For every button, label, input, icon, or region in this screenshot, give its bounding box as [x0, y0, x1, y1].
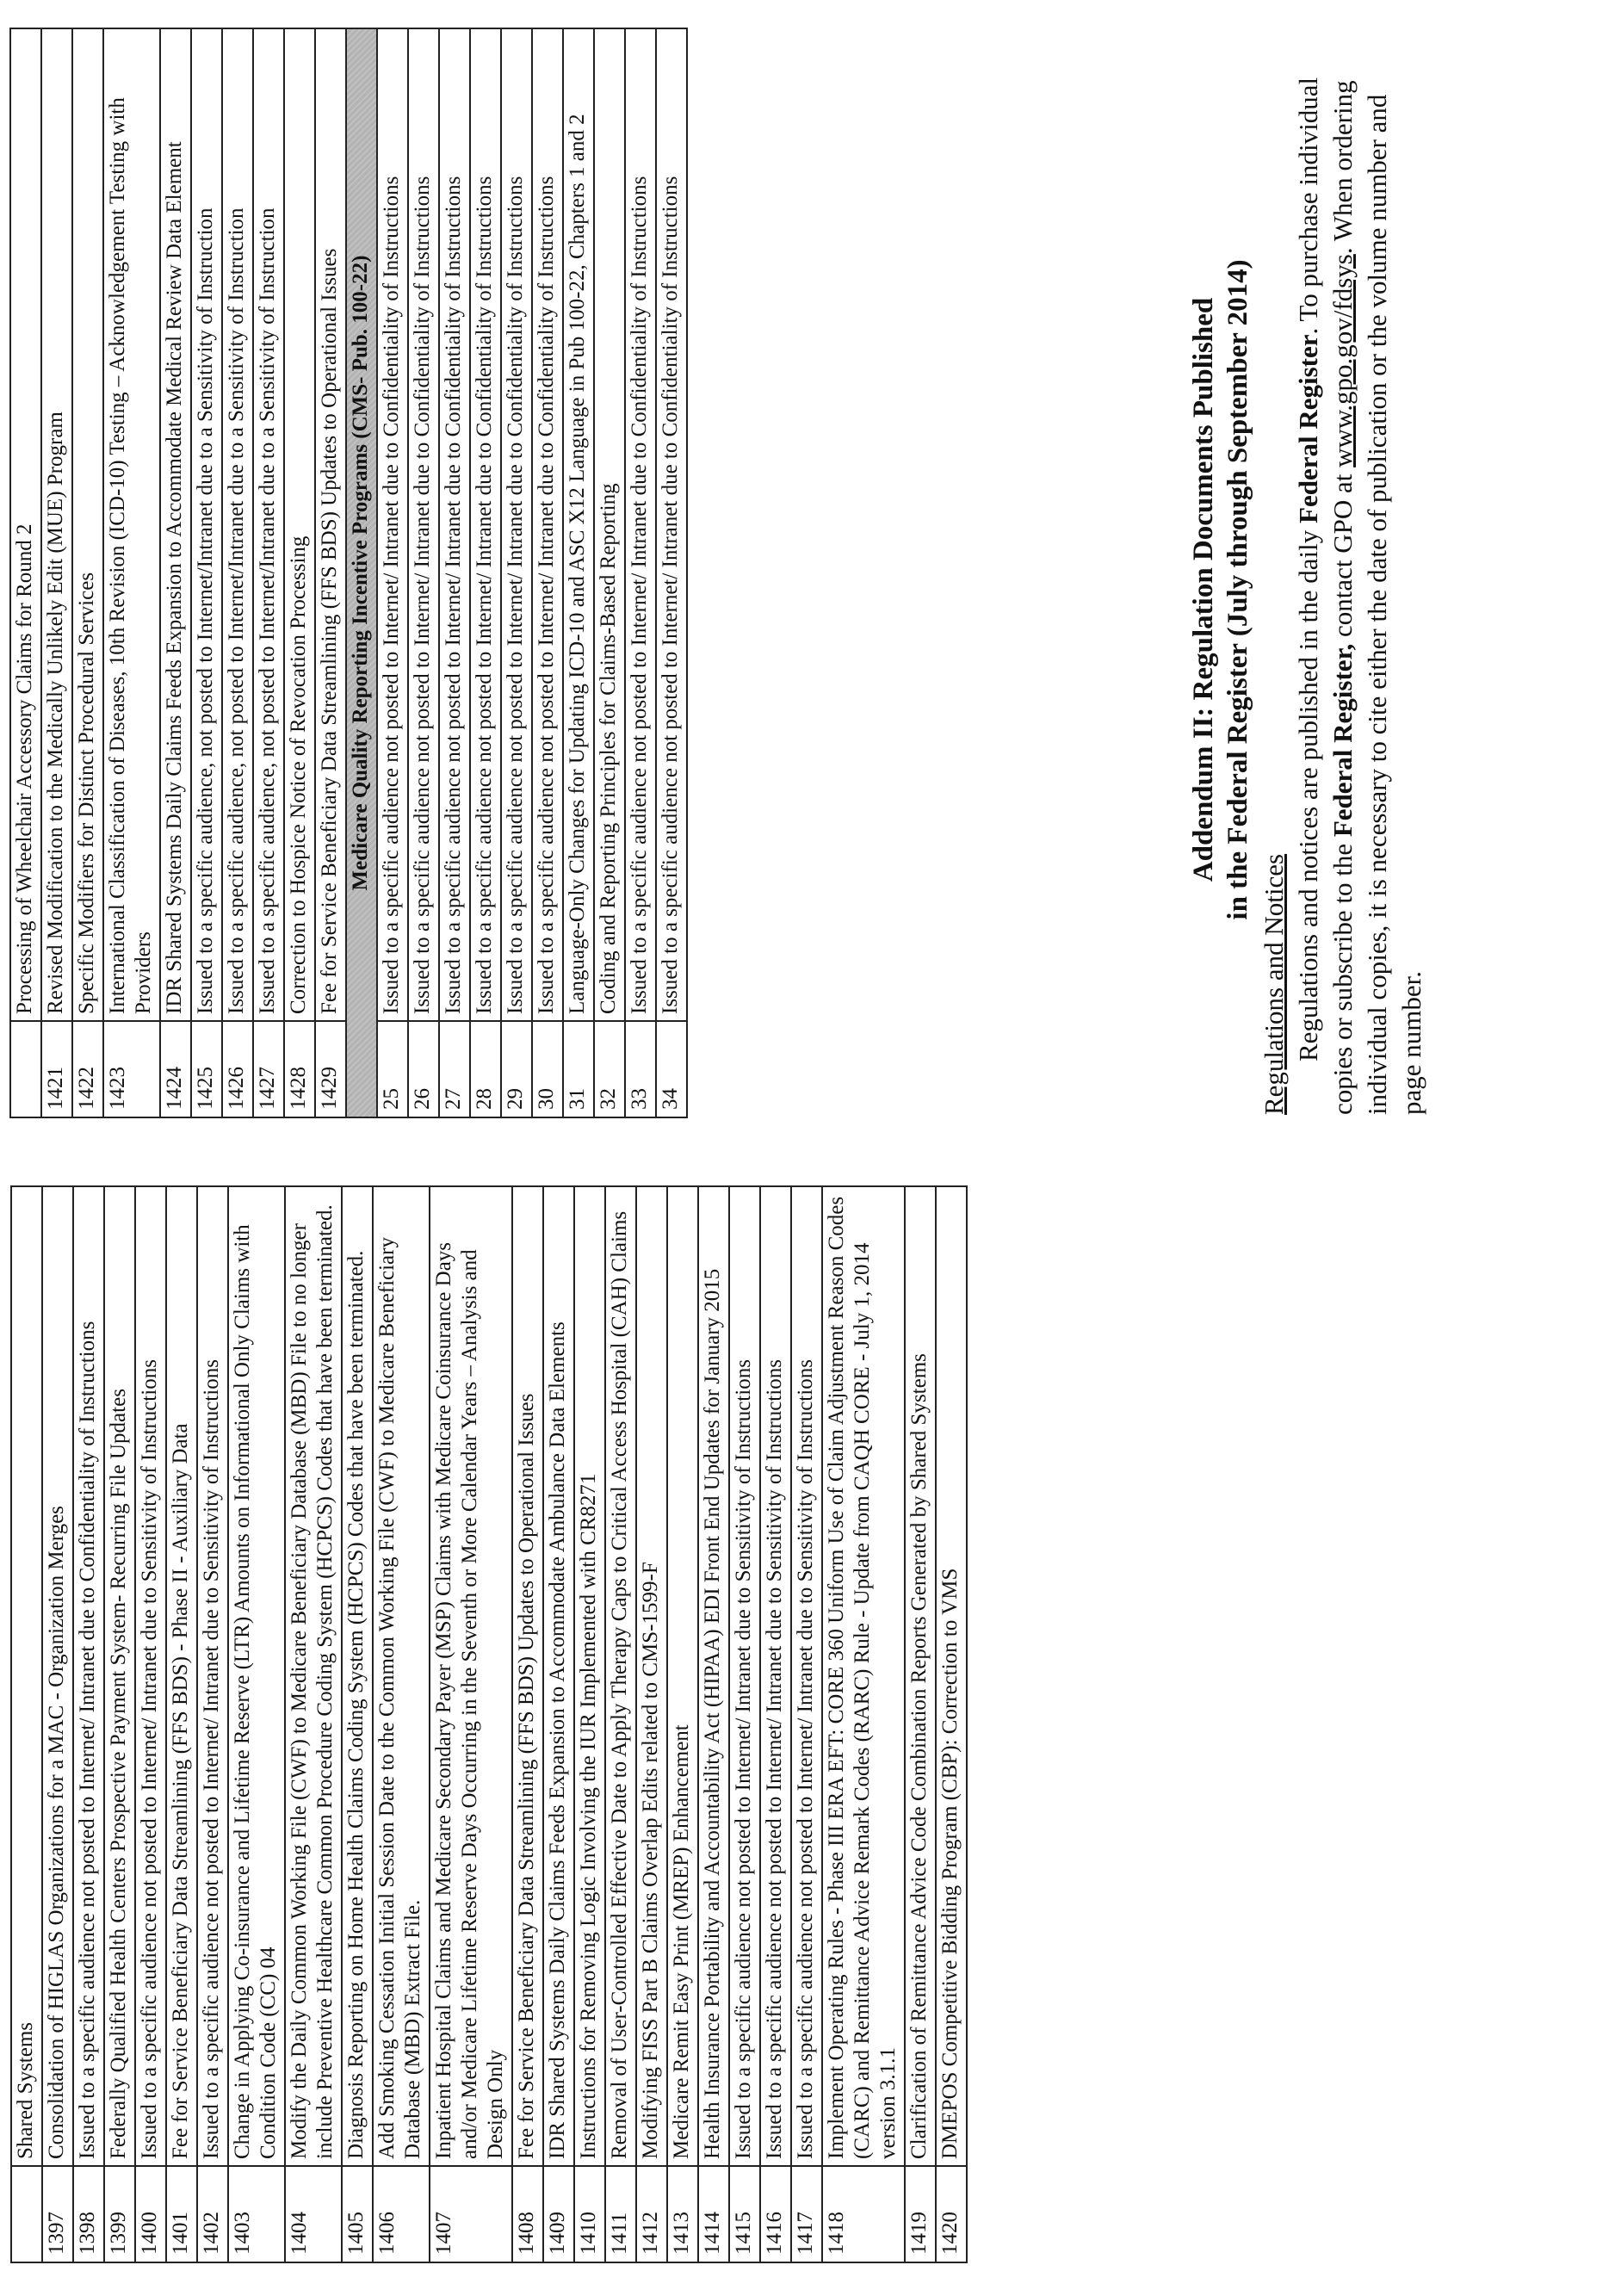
- paragraph-text-3: contact GPO at: [1327, 467, 1358, 644]
- instruction-number: 1417: [791, 2166, 822, 2262]
- instruction-title: Instructions for Removing Logic Involving the IUR Implemented with CR8271: [574, 1186, 605, 2166]
- instruction-number: 1424: [160, 1021, 191, 1117]
- instruction-number: 1414: [698, 2166, 729, 2262]
- instruction-number: 1402: [197, 2166, 228, 2262]
- instruction-number: 1419: [905, 2166, 936, 2262]
- instruction-title: Issued to a specific audience, not posted to Internet/Intranet due to a Sensitivity of Instruction: [191, 28, 222, 1021]
- federal-register-bold-2: Federal Register,: [1327, 643, 1358, 838]
- instruction-title: Add Smoking Cessation Initial Session Date to the Common Working File (CWF) to Medicare Beneficiary Database (MBD) Extract File.: [373, 1186, 430, 2166]
- instruction-number: 1425: [191, 1021, 222, 1117]
- table-row: [42, 1186, 73, 2262]
- instruction-number: 1407: [430, 2166, 512, 2262]
- instruction-number: 1413: [667, 2166, 698, 2262]
- table-row: [342, 1186, 373, 2262]
- table-row: [284, 28, 315, 1117]
- instruction-number: 1401: [166, 2166, 197, 2262]
- instruction-title: Consolidation of HIGLAS Organizations for a MAC - Organization Merges: [42, 1186, 73, 2166]
- instruction-title: Issued to a specific audience not posted to Internet/ Intranet due to Confidentiality of Instructions: [470, 28, 501, 1021]
- table-row: [563, 28, 594, 1117]
- table-row: [636, 1186, 667, 2262]
- instruction-title: IDR Shared Systems Daily Claims Feeds Expansion to Accommodate Medical Review Data Element: [160, 28, 191, 1021]
- paragraph-text-2: . To purchase individual copies or subscribe to the: [1293, 77, 1358, 1115]
- table-row: [543, 1186, 574, 2262]
- instruction-title: Health Insurance Portability and Accountability Act (HIPAA) EDI Front End Updates for January 2015: [698, 1186, 729, 2166]
- instruction-title: Medicare Remit Easy Print (MREP) Enhancement: [667, 1186, 698, 2166]
- instructions-table-right-body: [10, 28, 687, 1117]
- instructions-table-right: [9, 28, 688, 1118]
- instruction-title: International Classification of Diseases, 10th Revision (ICD-10) Testing – Acknowledgement Testing with Providers: [103, 28, 160, 1021]
- table-row: [936, 1186, 967, 2262]
- table-row: [73, 1186, 104, 2262]
- instruction-number: 1427: [253, 1021, 284, 1117]
- table-row: [253, 28, 284, 1117]
- instruction-number: 28: [470, 1021, 501, 1117]
- instruction-title: Revised Modification to the Medically Unlikely Edit (MUE) Program: [41, 28, 72, 1021]
- table-row: [729, 1186, 760, 2262]
- instruction-number: 1416: [760, 2166, 791, 2262]
- addendum-subheading: Regulations and Notices: [1259, 853, 1289, 1115]
- instruction-title: Fee for Service Beneficiary Data Streamlining (FFS BDS) - Phase II - Auxiliary Data: [166, 1186, 197, 2166]
- instruction-number: 1415: [729, 2166, 760, 2262]
- instruction-title: Issued to a specific audience not posted to Internet/ Intranet due to Confidentiality of Instructions: [439, 28, 470, 1021]
- instruction-number: 1410: [574, 2166, 605, 2262]
- instruction-number: 32: [594, 1021, 625, 1117]
- table-row: [760, 1186, 791, 2262]
- instruction-number: 1412: [636, 2166, 667, 2262]
- table-row: [408, 28, 439, 1117]
- table-row: [430, 1186, 512, 2262]
- instruction-title: Issued to a specific audience not posted to Internet/ Intranet due to Confidentiality of Instructions: [532, 28, 563, 1021]
- table-row: [72, 28, 103, 1117]
- instruction-title: Issued to a specific audience not posted to Internet/ Intranet due to Confidentiality of Instructions: [408, 28, 439, 1021]
- instruction-number: 1426: [222, 1021, 253, 1117]
- instruction-number: 1400: [135, 2166, 166, 2262]
- table-row: [377, 28, 408, 1117]
- instruction-title: Fee for Service Beneficiary Data Streamlining (FFS BDS) Updates to Operational Issues: [512, 1186, 543, 2166]
- section-header: Medicare Quality Reporting Incentive Programs (CMS- Pub. 100-22): [346, 28, 377, 1117]
- instruction-title: Issued to a specific audience not posted to Internet/ Intranet due to Confidentiality of Instructions: [377, 28, 408, 1021]
- table-row: [625, 28, 656, 1117]
- instruction-number: 1408: [512, 2166, 543, 2262]
- table-row: [10, 28, 41, 1117]
- table-row: [501, 28, 532, 1117]
- table-row: [135, 1186, 166, 2262]
- instruction-number: 26: [408, 1021, 439, 1117]
- instruction-number: 29: [501, 1021, 532, 1117]
- instruction-title: Issued to a specific audience, not posted to Internet/Intranet due to a Sensitivity of Instruction: [222, 28, 253, 1021]
- federal-register-bold-1: Federal Register: [1293, 334, 1323, 523]
- addendum-title-line1: Addendum II: Regulation Documents Published: [1188, 297, 1219, 882]
- instruction-number: 1421: [41, 1021, 72, 1117]
- instruction-title: Diagnosis Reporting on Home Health Claims Coding System (HCPCS) Codes that have been terminated.: [342, 1186, 373, 2166]
- addendum-title-line2: in the Federal Register (July through September 2014): [1222, 259, 1253, 920]
- table-row: [439, 28, 470, 1117]
- instruction-number: 1398: [73, 2166, 104, 2262]
- instruction-title: Change in Applying Co-insurance and Lifetime Reserve (LTR) Amounts on Informational Only Claims with Condition Code (CC) 04: [228, 1186, 285, 2166]
- paragraph-text-4: . When ordering individual copies, it is necessary to cite either the date of publication or the volume number and page number.: [1327, 80, 1426, 1115]
- instruction-title: Issued to a specific audience not posted to Internet/ Intranet due to Confidentiality of Instructions: [656, 28, 687, 1021]
- instruction-number: 30: [532, 1021, 563, 1117]
- table-row: [656, 28, 687, 1117]
- instruction-number: 1423: [103, 1021, 160, 1117]
- instruction-title: Shared Systems: [11, 1186, 42, 2166]
- gpo-link[interactable]: www.gpo.gov/fdsys: [1327, 254, 1358, 467]
- instruction-title: Inpatient Hospital Claims and Medicare Secondary Payer (MSP) Claims with Medicare Coinsurance Days and/or Medicare Lifetime Reserve Days Occurring in the Seventh or More Calendar Years – Analysis and Design Only: [430, 1186, 512, 2166]
- instruction-number: 33: [625, 1021, 656, 1117]
- instruction-title: Issued to a specific audience, not posted to Internet/Intranet due to a Sensitivity of Instruction: [253, 28, 284, 1021]
- instruction-title: Issued to a specific audience not posted to Internet/ Intranet due to Sensitivity of Instructions: [135, 1186, 166, 2166]
- instruction-number: 1409: [543, 2166, 574, 2262]
- instruction-number: 1399: [104, 2166, 135, 2262]
- table-row: [605, 1186, 636, 2262]
- instruction-number: 34: [656, 1021, 687, 1117]
- table-row: [373, 1186, 430, 2262]
- addendum-paragraph: [1291, 65, 1429, 1115]
- instruction-number: 25: [377, 1021, 408, 1117]
- table-row: [667, 1186, 698, 2262]
- instruction-number: 1405: [342, 2166, 373, 2262]
- instruction-number: 1411: [605, 2166, 636, 2262]
- table-row: [470, 28, 501, 1117]
- instruction-title: Issued to a specific audience not posted to Internet/ Intranet due to Sensitivity of Instructions: [197, 1186, 228, 2166]
- instruction-title: Issued to a specific audience not posted to Internet/ Intranet due to Sensitivity of Instructions: [791, 1186, 822, 2166]
- instruction-number: 1420: [936, 2166, 967, 2262]
- table-row: [197, 1186, 228, 2262]
- instructions-table-left: [10, 1185, 968, 2263]
- instruction-title: Issued to a specific audience not posted to Internet/ Intranet due to Confidentiality of Instructions: [501, 28, 532, 1021]
- instruction-number: 1429: [315, 1021, 346, 1117]
- table-row: [41, 28, 72, 1117]
- instruction-title: DMEPOS Competitive Bidding Program (CBP): Correction to VMS: [936, 1186, 967, 2166]
- table-row: [512, 1186, 543, 2262]
- instruction-title: Clarification of Remittance Advice Code Combination Reports Generated by Shared Systems: [905, 1186, 936, 2166]
- instruction-number: 1406: [373, 2166, 430, 2262]
- instruction-title: Implement Operating Rules - Phase III ERA EFT: CORE 360 Uniform Use of Claim Adjustment Reason Codes (CARC) and Remittance Advice Remark Codes (RARC) Rule - Update from CAQH CORE - July 1, 2014 version 3.1.1: [822, 1186, 905, 2166]
- instruction-title: Coding and Reporting Principles for Claims-Based Reporting: [594, 28, 625, 1021]
- instruction-title: Fee for Service Beneficiary Data Streamlining (FFS BDS) Updates to Operational Issues: [315, 28, 346, 1021]
- instruction-title: Issued to a specific audience not posted to Internet/ Intranet due to Confidentiality of Instructions: [625, 28, 656, 1021]
- instructions-table-left-body: [11, 1186, 967, 2262]
- table-row: [103, 28, 160, 1117]
- table-row: [228, 1186, 285, 2262]
- instruction-title: IDR Shared Systems Daily Claims Feeds Expansion to Accommodate Ambulance Data Elements: [543, 1186, 574, 2166]
- table-row: [166, 1186, 197, 2262]
- instruction-title: Specific Modifiers for Distinct Procedural Services: [72, 28, 103, 1021]
- table-row: [791, 1186, 822, 2262]
- addendum-title: [1186, 65, 1255, 1115]
- instruction-number: 27: [439, 1021, 470, 1117]
- table-row: [191, 28, 222, 1117]
- instruction-title: Modify the Daily Common Working File (CWF) to Medicare Beneficiary Database (MBD) File to no longer include Preventive Healthcare Common Procedure Coding System (HCPCS) Codes that have been terminated.: [285, 1186, 342, 2166]
- table-row: [222, 28, 253, 1117]
- table-row: [315, 28, 346, 1117]
- table-row: [574, 1186, 605, 2262]
- instruction-number: 1428: [284, 1021, 315, 1117]
- section-header-row: [346, 28, 377, 1117]
- addendum-section: [1186, 65, 1429, 1115]
- table-row: [160, 28, 191, 1117]
- table-row: [822, 1186, 905, 2262]
- instruction-number: 1422: [72, 1021, 103, 1117]
- instruction-title: Federally Qualified Health Centers Prospective Payment System- Recurring File Updates: [104, 1186, 135, 2166]
- instruction-number: 1403: [228, 2166, 285, 2262]
- instruction-number: [11, 2166, 42, 2262]
- table-row: [594, 28, 625, 1117]
- instruction-number: [10, 1021, 41, 1117]
- table-row: [11, 1186, 42, 2262]
- instruction-title: Modifying FISS Part B Claims Overlap Edits related to CMS-1599-F: [636, 1186, 667, 2166]
- instruction-number: 1397: [42, 2166, 73, 2262]
- instruction-title: Issued to a specific audience not posted to Internet/ Intranet due to Sensitivity of Instructions: [760, 1186, 791, 2166]
- table-row: [698, 1186, 729, 2262]
- instruction-number: 1404: [285, 2166, 342, 2262]
- table-row: [905, 1186, 936, 2262]
- paragraph-text-1: Regulations and notices are published in the daily: [1293, 523, 1323, 1061]
- instruction-number: 31: [563, 1021, 594, 1117]
- instruction-title: Issued to a specific audience not posted to Internet/ Intranet due to Confidentiality of Instructions: [73, 1186, 104, 2166]
- instruction-title: Issued to a specific audience not posted to Internet/ Intranet due to Sensitivity of Instructions: [729, 1186, 760, 2166]
- instruction-title: Processing of Wheelchair Accessory Claims for Round 2: [10, 28, 41, 1021]
- instruction-title: Removal of User-Controlled Effective Date to Apply Therapy Caps to Critical Access Hospital (CAH) Claims: [605, 1186, 636, 2166]
- instruction-number: 1418: [822, 2166, 905, 2262]
- table-row: [285, 1186, 342, 2262]
- table-row: [104, 1186, 135, 2262]
- instruction-title: Correction to Hospice Notice of Revocation Processing: [284, 28, 315, 1021]
- table-row: [532, 28, 563, 1117]
- instruction-title: Language-Only Changes for Updating ICD-10 and ASC X12 Language in Pub 100-22, Chapters 1 and 2: [563, 28, 594, 1021]
